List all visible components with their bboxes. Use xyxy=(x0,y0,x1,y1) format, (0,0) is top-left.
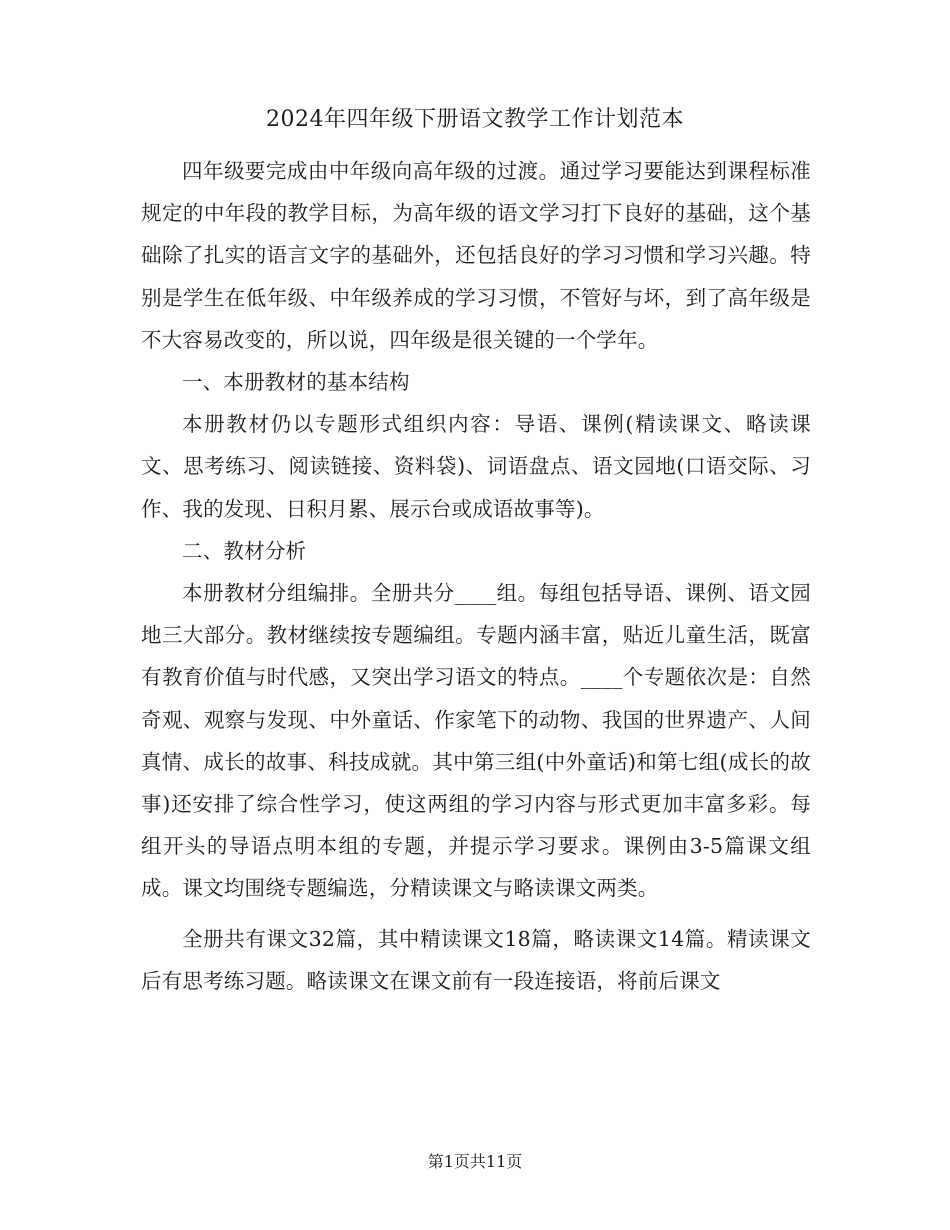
paragraph-analysis: 本册教材分组编排。全册共分____组。每组包括导语、课例、语文园地三大部分。教材继续按专题编组。专题内涵丰富，贴近儿童生活，既富有教育价值与时代感，又突出学习语文的特点。____个专题依次是：自然奇观、观察与发现、中外童话、作家笔下的动物、我国的世界遗产、人间真情、成长的故事、科技成就。其中第三组(中外童话)和第七组(成长的故事)还安排了综合性学习，使这两组的学习内容与形式更加丰富多彩。每组开头的导语点明本组的专题，并提示学习要求。课例由3-5篇课文组成。课文均围绕专题编选，分精读课文与略读课文两类。 xyxy=(141,581,811,901)
section-heading-analysis: 二、教材分析 xyxy=(182,538,307,563)
paragraph-structure: 本册教材仍以专题形式组织内容：导语、课例(精读课文、略读课文、思考练习、阅读链接、资料袋)、词语盘点、语文园地(口语交际、习作、我的发现、日积月累、展示台或成语故事等)。 xyxy=(141,412,811,521)
document-title: 2024年四年级下册语文教学工作计划范本 xyxy=(266,107,684,132)
page-number: 第1页共11页 xyxy=(427,1152,523,1171)
paragraph-lessons: 全册共有课文32篇，其中精读课文18篇，略读课文14篇。精读课文后有思考练习题。略读课文在课文前有一段连接语，将前后课文 xyxy=(141,926,811,993)
document-body xyxy=(141,150,811,1002)
paragraph-intro: 四年级要完成由中年级向高年级的过渡。通过学习要能达到课程标准规定的中年段的教学目标，为高年级的语文学习打下良好的基础，这个基础除了扎实的语言文字的基础外，还包括良好的学习习惯和学习兴趣。特别是学生在低年级、中年级养成的学习习惯，不管好与坏，到了高年级是不大容易改变的，所以说，四年级是很关键的一个学年。 xyxy=(141,159,811,352)
section-heading-structure: 一、本册教材的基本结构 xyxy=(182,370,410,395)
